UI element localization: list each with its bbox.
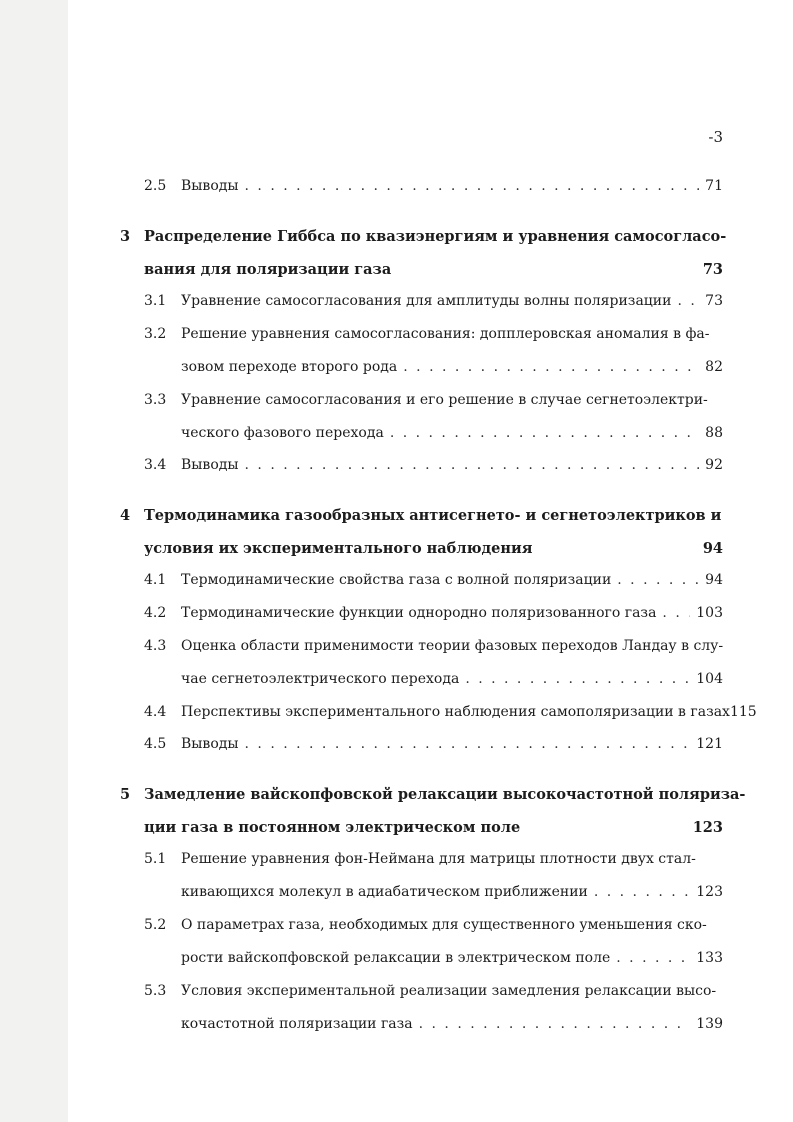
section-number: 4.4: [144, 704, 167, 720]
section-title-line2: рости вайскопфовской релаксации в электрическом поле: [181, 950, 611, 966]
leader-dots: [677, 293, 699, 309]
section-title-line1[interactable]: О параметрах газа, необходимых для существенного уменьшения ско-: [181, 917, 707, 933]
page-ref: 94: [705, 572, 723, 588]
leader-dots: [662, 605, 690, 621]
page-ref: 94: [702, 540, 723, 557]
section-title-line2: чае сегнетоэлектрического перехода: [181, 671, 460, 687]
toc-entry-2-5[interactable]: [144, 178, 723, 194]
section-number: 4.1: [144, 572, 167, 588]
leader-dots: [617, 572, 699, 588]
page-ref: 88: [705, 425, 723, 441]
page-ref: 73: [705, 293, 723, 309]
leader-dots: [616, 950, 690, 966]
section-number: 4.3: [144, 638, 167, 654]
section-number: 5.3: [144, 983, 167, 999]
page-ref: 133: [696, 950, 723, 966]
page-ref: 139: [696, 1016, 723, 1032]
leader-dots: [390, 425, 699, 441]
section-title: Выводы: [181, 457, 239, 473]
section-title: Выводы: [181, 736, 239, 752]
section-number: 5.1: [144, 851, 167, 867]
toc-entry-chapter-3[interactable]: [144, 261, 723, 278]
page-ref: 115: [729, 704, 757, 720]
section-number: 5.2: [144, 917, 167, 933]
section-number: 4.2: [144, 605, 167, 621]
section-title-line1[interactable]: Условия экспериментальной реализации замедления релаксации высо-: [181, 983, 717, 999]
toc-entry-5-1[interactable]: [181, 884, 723, 900]
chapter-title-line1[interactable]: Термодинамика газообразных антисегнето- и сегнетоэлектриков и: [144, 507, 722, 524]
section-title-line2: ческого фазового перехода: [181, 425, 384, 441]
page-ref: 103: [696, 605, 723, 621]
toc-entry-4-3[interactable]: [181, 671, 723, 687]
chapter-title-line1[interactable]: Распределение Гиббса по квазиэнергиям и уравнения самосогласо-: [144, 228, 727, 245]
page-ref: 71: [705, 178, 723, 194]
section-number: 4.5: [144, 736, 167, 752]
section-title-line2: зовом переходе второго рода: [181, 359, 398, 375]
chapter-title-line2: вания для поляризации газа: [144, 261, 392, 278]
toc-entry-chapter-5[interactable]: [144, 819, 723, 836]
leader-dots: [594, 884, 690, 900]
section-number: 3.3: [144, 392, 167, 408]
page-ref: 123: [692, 819, 723, 836]
toc-entry-5-3[interactable]: [181, 1016, 723, 1032]
page-ref: 104: [696, 671, 723, 687]
section-title-line1[interactable]: Решение уравнения самосогласования: допплеровская аномалия в фа-: [181, 326, 710, 342]
section-number: 3.2: [144, 326, 167, 342]
chapter-number: 4: [120, 507, 131, 524]
page-ref: 123: [696, 884, 723, 900]
page-ref: 121: [696, 736, 723, 752]
chapter-title-line2: условия их экспериментального наблюдения: [144, 540, 533, 557]
leader-dots: [465, 671, 690, 687]
toc-entry-4-1[interactable]: [144, 572, 723, 588]
page-ref: 82: [705, 359, 723, 375]
section-number: 3.4: [144, 457, 167, 473]
leader-dots: [245, 457, 700, 473]
page-ref: 73: [702, 261, 723, 278]
leader-dots: [245, 178, 700, 194]
section-title-line2: кивающихся молекул в адиабатическом приближении: [181, 884, 588, 900]
page-ref: 92: [705, 457, 723, 473]
leader-dots: [245, 736, 691, 752]
chapter-title-line2: ции газа в постоянном электрическом поле: [144, 819, 521, 836]
section-title: Перспективы экспериментального наблюдения самополяризации в газах: [181, 704, 730, 720]
section-title: Термодинамические функции однородно поляризованного газа: [181, 605, 657, 621]
toc-entry-5-2[interactable]: [181, 950, 723, 966]
toc-entry-3-2[interactable]: [181, 359, 723, 375]
toc-entry-4-4[interactable]: [144, 704, 757, 720]
toc-entry-3-3[interactable]: [181, 425, 723, 441]
section-title-line1[interactable]: Решение уравнения фон-Неймана для матрицы плотности двух стал-: [181, 851, 696, 867]
page-number: -3: [708, 128, 723, 146]
toc-entry-3-4[interactable]: [144, 457, 723, 473]
toc-entry-3-1[interactable]: [144, 293, 723, 309]
section-title: Выводы: [181, 178, 239, 194]
section-title: Термодинамические свойства газа с волной поляризации: [181, 572, 612, 588]
section-number: 3.1: [144, 293, 167, 309]
toc-entry-4-2[interactable]: [144, 605, 723, 621]
chapter-title-line1[interactable]: Замедление вайскопфовской релаксации высокочастотной поляриза-: [144, 786, 746, 803]
chapter-number: 3: [120, 228, 131, 245]
section-title: Уравнение самосогласования для амплитуды волны поляризации: [181, 293, 672, 309]
leader-dots: [403, 359, 699, 375]
section-number: 2.5: [144, 178, 167, 194]
section-title-line2: кочастотной поляризации газа: [181, 1016, 413, 1032]
chapter-number: 5: [120, 786, 131, 803]
section-title-line1[interactable]: Оценка области применимости теории фазовых переходов Ландау в слу-: [181, 638, 724, 654]
toc-entry-chapter-4[interactable]: [144, 540, 723, 557]
toc-entry-4-5[interactable]: [144, 736, 723, 752]
section-title-line1[interactable]: Уравнение самосогласования и его решение в случае сегнетоэлектри-: [181, 392, 708, 408]
leader-dots: [419, 1016, 691, 1032]
